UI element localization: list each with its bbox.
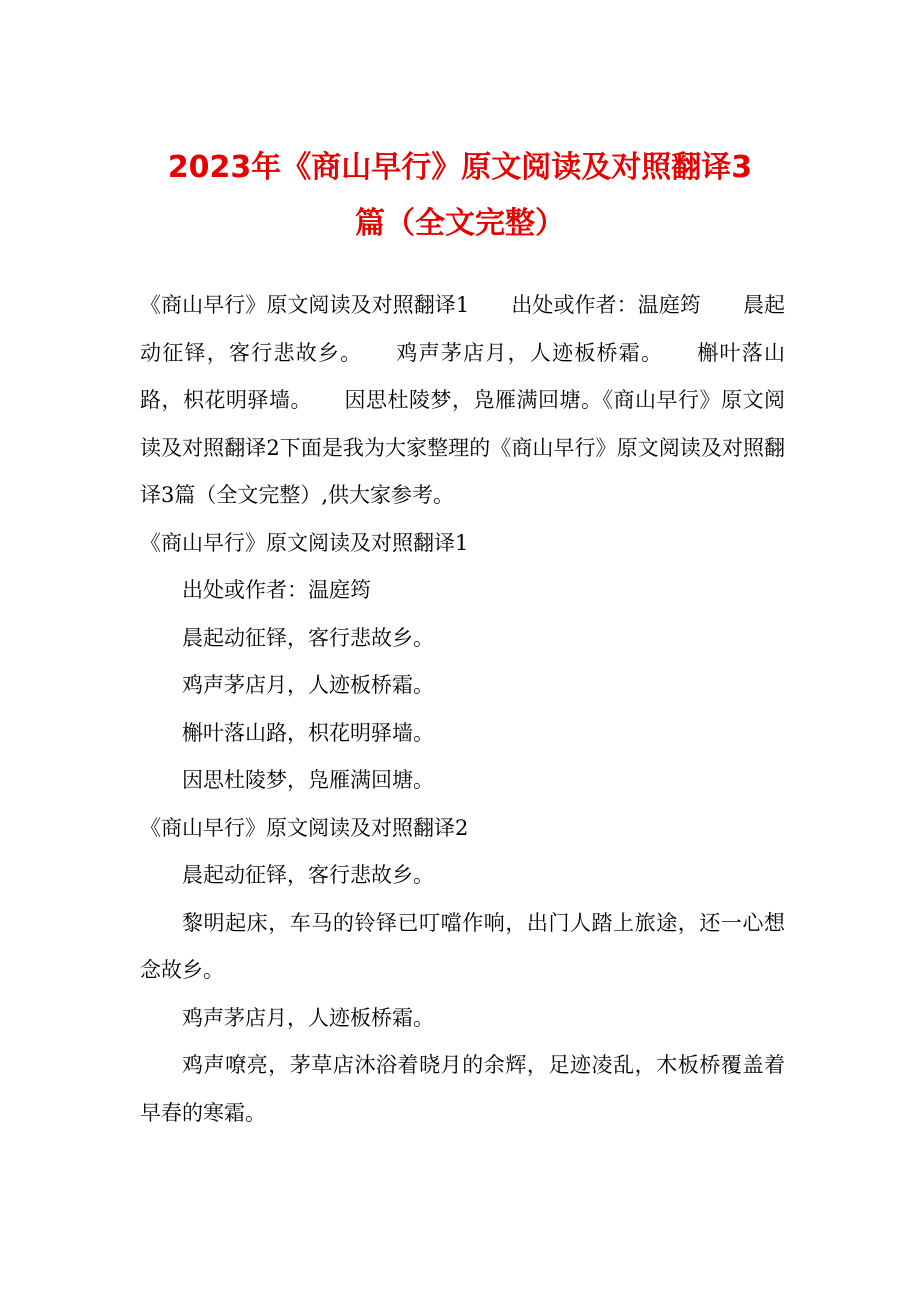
verse-line-2: 鸡声茅店月，人迹板桥霜。 [182,1005,434,1030]
verse-line-1: 晨起动征铎，客行悲故乡。 [182,863,434,887]
poem-line-2: 鸡声茅店月，人迹板桥霜。 [182,673,434,697]
section-heading-2: 《商山早行》原文阅读及对照翻译2 [140,815,469,840]
intro-paragraph: 《商山早行》原文阅读及对照翻译1 出处或作者：温庭筠 晨起动征铎，客行悲故乡。 鸡声茅店月，人迹板桥霜。 槲叶落山路，枳花明驿墙。 因思杜陵梦，凫雁满回塘。《商山早行》原文阅读及对照翻译2下面是我为大家整理的《商山早行》原文阅读及对照翻译3篇（全文完整）,供大家参考。 [140,293,785,507]
author-line: 出处或作者：温庭筠 [182,578,371,602]
translation-line-1: 黎明起床，车马的铃铎已叮噹作响，出门人踏上旅途，还一心想念故乡。 [140,910,785,982]
document-body [140,282,785,1137]
title-line-2: 篇（全文完整） [355,206,565,241]
poem-line-4: 因思杜陵梦，凫雁满回塘。 [182,768,434,792]
poem-line-3: 槲叶落山路，枳花明驿墙。 [182,720,434,745]
document-title [100,140,820,252]
translation-line-2: 鸡声嘹亮，茅草店沐浴着晓月的余辉，足迹凌乱，木板桥覆盖着早春的寒霜。 [140,1053,785,1125]
poem-line-1: 晨起动征铎，客行悲故乡。 [182,625,434,650]
title-line-1: 2023年《商山早行》原文阅读及对照翻译3 [167,150,753,185]
section-heading-1: 《商山早行》原文阅读及对照翻译1 [140,530,469,555]
